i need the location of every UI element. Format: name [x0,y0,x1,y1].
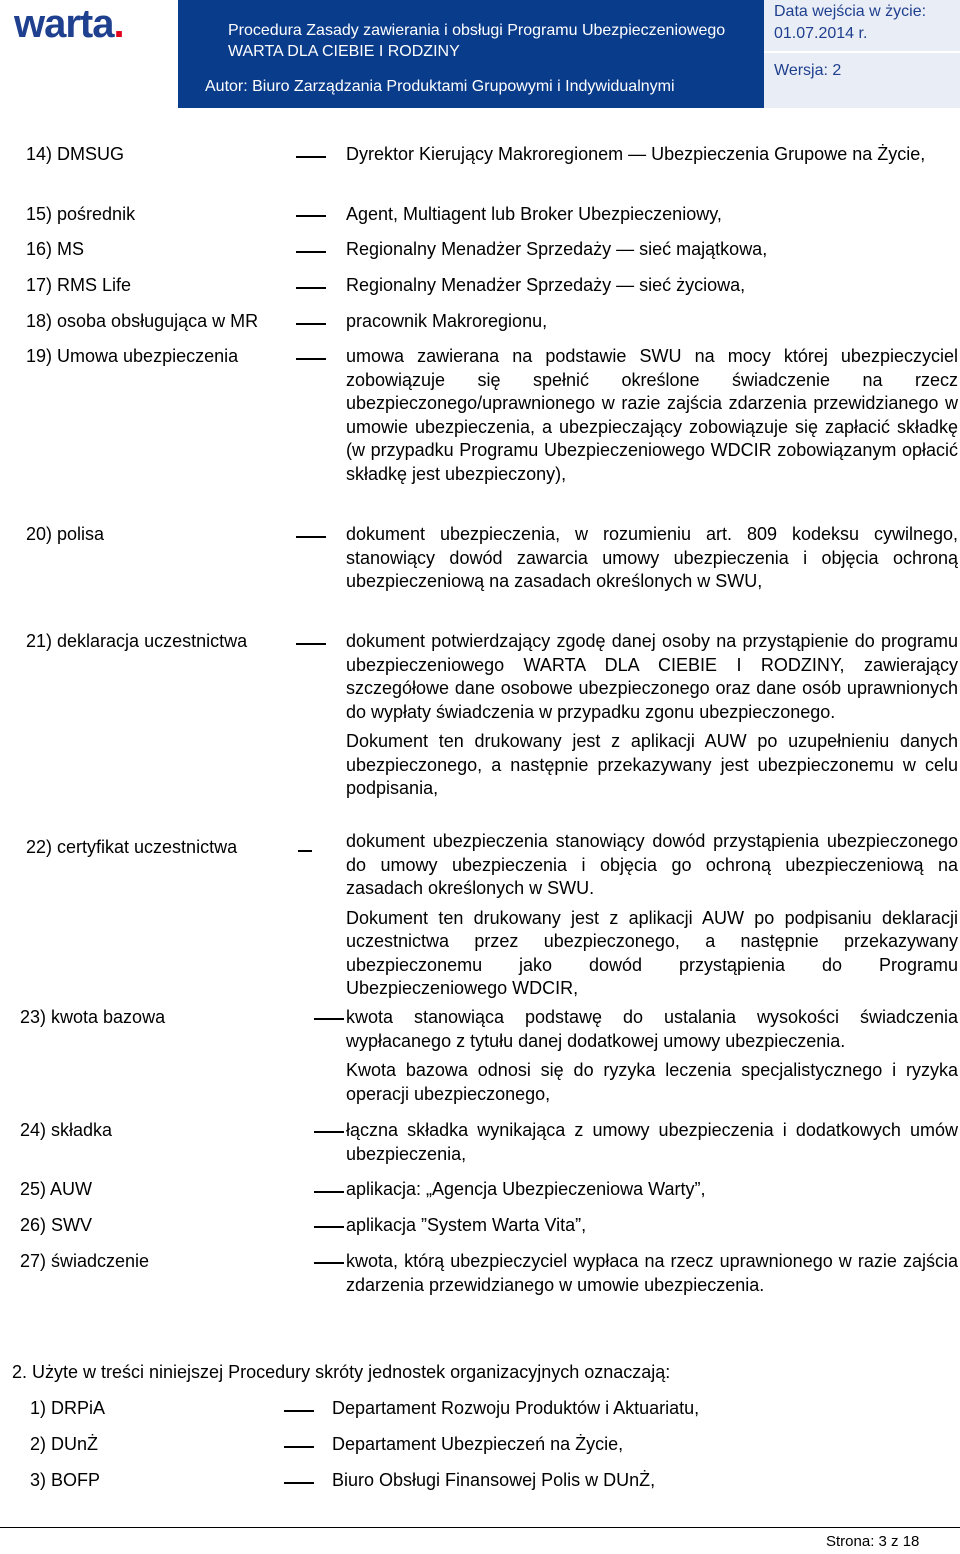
definition-term: 23) kwota bazowa [20,1007,166,1027]
definition-term: 15) pośrednik [26,204,136,224]
definition-description [346,238,958,262]
section-2-heading: 2. Użyte w treści niniejszej Procedury skróty jednostek organizacyjnych oznaczają: [12,1362,671,1382]
definition-term: 26) SWV [20,1215,93,1235]
definition-description [346,345,958,486]
definition-dash [296,251,326,253]
definition-paragraph: łączna składka wynikająca z umowy ubezpieczenia i dodatkowych umów ubezpieczenia, [346,1120,958,1164]
definition-paragraph: Kwota bazowa odnosi się do ryzyka leczenia specjalistycznego i ryzyka operacji ubezpieczonego, [346,1060,958,1104]
definition-description [346,1214,958,1238]
definition-paragraph: dokument potwierdzający zgodę danej osoby na przystąpienie do programu ubezpieczeniowego WARTA DLA CIEBIE I RODZINY, zawierający szczegółowe dane osobowe ubezpieczonego oraz dane osób uprawnionych do wypłaty świadczenia w przypadku zgonu ubezpieczonego. [346,631,958,722]
document-header [0,0,960,108]
definition-dash [296,536,326,538]
abbreviation-term: 2) DUnŻ [30,1434,99,1454]
definition-term: 27) świadczenie [20,1251,150,1271]
definition-description [346,1006,958,1106]
abbreviation-term: 1) DRPiA [30,1398,106,1418]
definition-description [346,143,958,167]
definition-term: 18) osoba obsługująca w MR [26,311,259,331]
definition-term: 24) składka [20,1120,113,1140]
abbreviation-dash [284,1410,314,1412]
definition-dash [296,643,326,645]
definition-paragraph: Regionalny Menadżer Sprzedaży — sieć majątkowa, [346,239,768,259]
abbreviation-description: Departament Ubezpieczeń na Życie, [332,1434,624,1454]
definition-description [346,310,958,334]
definition-description [346,830,958,1001]
meta-divider [764,51,960,53]
definition-paragraph: kwota stanowiąca podstawę do ustalania wysokości świadczenia wypłacanego z tytułu danej dodatkowej umowy ubezpieczenia. [346,1007,958,1051]
definition-dash [296,358,326,360]
definition-dash [296,156,326,158]
definition-description [346,630,958,801]
page-number: Strona: 3 z 18 [826,1533,920,1550]
definition-term: 19) Umowa ubezpieczenia [26,346,239,366]
definition-dash [314,1262,344,1264]
definition-description [346,1178,958,1202]
definition-term: 22) certyfikat uczestnictwa [26,837,238,857]
definition-term: 16) MS [26,239,85,259]
abbreviation-term: 3) BOFP [30,1470,101,1490]
date-label: Data wejścia w życie: [774,3,927,20]
definition-dash [314,1131,344,1133]
definition-description [346,1119,958,1166]
meta-box [764,0,960,108]
abbreviation-dash [284,1446,314,1448]
procedure-title: Procedura Zasady zawierania i obsługi Programu Ubezpieczeniowego WARTA DLA CIEBIE I RODZINY [228,22,726,60]
definition-term: 21) deklaracja uczestnictwa [26,631,248,651]
definition-paragraph: dokument ubezpieczenia stanowiący dowód przystąpienia ubezpieczonego do umowy ubezpieczenia i objęcia go ochroną ubezpieczeniową na zasadach określonych w SWU. [346,831,958,898]
warta-logo: warta. [14,2,124,46]
abbreviation-description: Biuro Obsługi Finansowej Polis w DUnŻ, [332,1470,656,1490]
definition-dash [296,215,326,217]
definition-paragraph: dokument ubezpieczenia, w rozumieniu art. 809 kodeksu cywilnego, stanowiący dowód zawarcia umowy ubezpieczenia i objęcia ochroną ubezpieczeniową na zasadach określonych w SWU, [346,524,958,591]
abbreviation-dash [284,1482,314,1484]
definition-term: 17) RMS Life [26,275,132,295]
definition-term: 20) polisa [26,524,105,544]
footer-rule [0,1527,960,1528]
definition-paragraph: aplikacja: „Agencja Ubezpieczeniowa Warty”, [346,1179,706,1199]
definition-dash [298,850,312,852]
definition-description [346,523,958,594]
definition-dash [314,1018,344,1020]
definition-dash [314,1226,344,1228]
definition-paragraph: Dokument ten drukowany jest z aplikacji AUW po uzupełnieniu danych ubezpieczonego, a następnie przekazywany jest ubezpieczonemu w celu podpisania, [346,731,958,798]
definition-paragraph: Agent, Multiagent lub Broker Ubezpieczeniowy, [346,204,722,224]
definition-paragraph: kwota, którą ubezpieczyciel wypłaca na rzecz uprawnionego w razie zajścia zdarzenia przewidzianego w umowie ubezpieczenia. [346,1251,958,1295]
definition-description [346,203,958,227]
definition-dash [296,287,326,289]
definition-paragraph: aplikacja ”System Warta Vita”, [346,1215,587,1235]
author-line: Autor: Biuro Zarządzania Produktami Grupowymi i Indywidualnymi [205,78,675,95]
definition-paragraph: Dyrektor Kierujący Makroregionem — Ubezpieczenia Grupowe na Życie, [346,144,926,164]
definition-paragraph: umowa zawierana na podstawie SWU na mocy której ubezpieczyciel zobowiązuje się spełnić określone świadczenie na rzecz ubezpieczonego/uprawnionego w razie zajścia zdarzenia przewidzianego w umowie ubezpieczenia, a ubezpieczający zobowiązuje się zapłacić składkę (w przypadku Programu Ubezpieczeniowego WDCIR zobowiązanym opłacić składkę jest ubezpieczony), [346,346,958,484]
abbreviation-description: Departament Rozwoju Produktów i Aktuariatu, [332,1398,700,1418]
definition-paragraph: Dokument ten drukowany jest z aplikacji AUW po podpisaniu deklaracji uczestnictwa przez ubezpieczonego, a następnie przekazywany ubezpieczonemu jako dowód przystąpienia do Programu Ubezpieczeniowego WDCIR, [346,907,958,998]
definition-paragraph: pracownik Makroregionu, [346,311,548,331]
definition-description [346,274,958,298]
definition-paragraph: Regionalny Menadżer Sprzedaży — sieć życiowa, [346,275,746,295]
definition-term: 14) DMSUG [26,144,125,164]
definition-dash [296,323,326,325]
date-value: 01.07.2014 r. [774,25,868,42]
definition-term: 25) AUW [20,1179,93,1199]
definition-description [346,1250,958,1297]
definition-dash [314,1191,344,1193]
version-label: Wersja: 2 [774,62,842,79]
